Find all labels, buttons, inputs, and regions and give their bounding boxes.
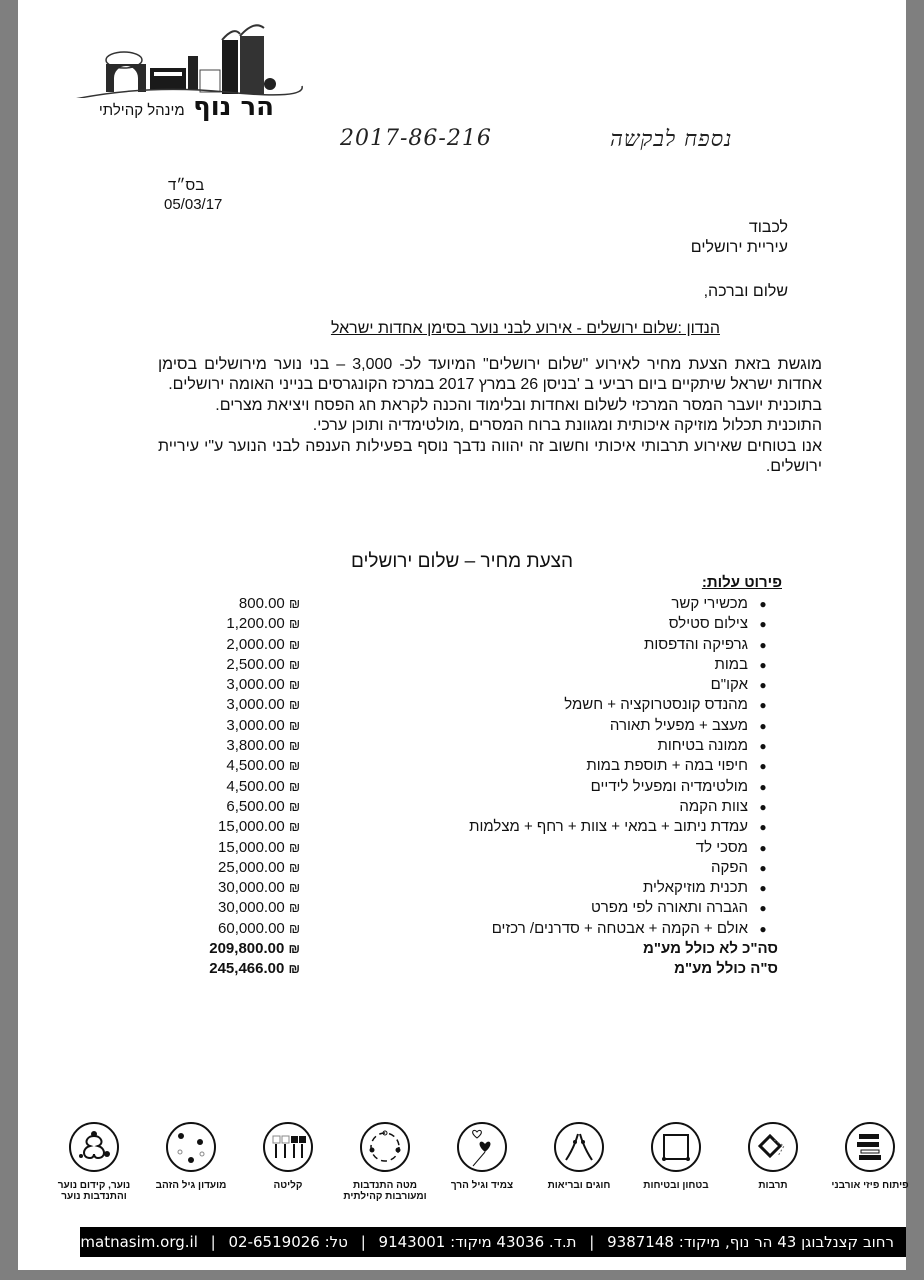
total-row-excl-vat [188,939,778,959]
body-paragraph: אנו בטוחים שאירוע תרבותי איכותי וחשוב זה יהווה נדבך נוסף בפעילות הענפה לבני הנוער ע"י עיריית ירושלים. [158,437,822,476]
cost-item-label: מהנדס קונסטרוקציה + חשמל [564,696,748,714]
quote-title: הצעת מחיר – שלום ירושלים [350,551,574,572]
logo-name-small: מינהל קהילתי [98,102,185,119]
handwritten-note: נספח לבקשה [610,127,733,152]
footer-icon-label: צמיד וגיל הרך [450,1180,514,1191]
cost-item-label: גרפיקה והדפסות [644,635,748,653]
cost-item-amount: 800.00 [238,595,285,612]
total-label: ס"ה כולל מע"מ [674,960,778,978]
cost-item-amount: 4,500.00 [226,777,285,795]
cost-row [188,614,778,634]
culture-icon [748,1122,798,1172]
bullet-icon: ● [759,820,767,835]
footer-icon-label: תרבות [758,1180,788,1191]
balloons-hearts-icon [457,1122,507,1172]
cost-item-amount: 3,000.00 [226,696,285,714]
cost-item-label: אקו"ם [710,676,748,694]
footer-icon-classes-health [533,1118,625,1191]
shekel-icon: ₪ [288,596,300,611]
shekel-icon: ₪ [288,900,300,916]
cost-row [188,756,778,776]
footer-icon-early-childhood [436,1118,528,1191]
cost-row [188,858,778,878]
shekel-icon: ₪ [288,758,300,774]
cost-item-label: מסכי לד [695,838,748,856]
footer-icons-row [46,1118,916,1208]
cost-item-amount: 6,500.00 [226,797,285,815]
cost-breakdown-heading: פירוט עלות: [701,574,782,591]
shekel-icon: ₪ [288,616,300,632]
footer-icon-label: חוגים ובריאות [547,1180,611,1191]
cost-item-amount: 15,000.00 [218,838,285,856]
shekel-icon: ₪ [288,961,300,977]
footer-icon-urban-development [824,1118,916,1191]
letter-body [158,355,822,477]
cost-item-label: ממונה בטיחות [657,737,748,755]
shekel-icon: ₪ [288,839,300,855]
cost-row [188,716,778,736]
cost-item-label: הגברה ותאורה לפי מפרט [591,899,748,917]
letter-date: 05/03/17 [164,196,223,213]
dancers-icon [554,1122,604,1172]
cost-item-label: צוות הקמה [679,797,748,815]
cost-item-label: צילום סטילס [668,615,748,633]
bullet-icon: ● [759,921,767,936]
footer-icon-label: נוער, קידום נוער והתנדבות נוער [57,1180,131,1202]
bullet-icon: ● [759,637,767,652]
footer-icon-label: קליטה [273,1180,303,1191]
bullet-icon: ● [759,840,767,855]
cost-row [188,919,778,939]
body-paragraph: מוגשת בזאת הצעת מחיר לאירוע "שלום ירושלים" המיועד לכ- 3,000 – בני נוער מירושלים בסימן אחדות ישראל שיתקיים ביום רביעי ב 'בניסן 26 במרץ 2017 במרכז הקונגרסים בנייני האומה ירושלים. [158,356,823,394]
security-square-icon [651,1122,701,1172]
cost-item-amount: 60,000.00 [218,919,285,937]
footer-icon-golden-age [145,1118,237,1191]
bullet-icon: ● [759,678,767,693]
cost-item-label: עמדת ניתוב + במאי + צוות + רחף + מצלמות [469,818,748,836]
bullet-icon: ● [759,759,767,774]
body-paragraph: התוכנית תכלול מוזיקה איכותית ומגוונת ברוח המסרים ,מולטימדיה ותוכן ערכי. [312,417,822,435]
total-label: סה"כ לא כולל מע"מ [642,940,778,958]
handwritten-reference-number: 2017-86-216 [340,126,492,151]
cost-item-amount: 2,000.00 [226,635,285,653]
circular-arrows-icon [360,1122,410,1172]
cost-item-amount: 4,500.00 [226,757,285,775]
shekel-icon: ₪ [288,738,300,754]
cost-item-amount: 3,800.00 [226,737,285,755]
footer-icon-volunteering [339,1118,431,1202]
bullet-icon: ● [759,860,767,875]
cost-item-amount: 3,000.00 [226,676,285,694]
cost-row [188,695,778,715]
cost-row [188,594,778,614]
logo-name-big: הר נוף [193,92,274,122]
footer-icon-youth [48,1118,140,1202]
shekel-icon: ₪ [288,697,300,713]
cost-item-label: מולטימדיה ומפעיל לידיים [590,777,748,795]
bullet-icon: ● [759,799,767,814]
footer-separator: | [360,1233,366,1251]
cost-item-amount: 3,000.00 [226,716,285,734]
cost-item-label: מעצב + מפעיל תאורה [609,716,748,734]
footer-icon-label: פיתוח פיזי אורבני [831,1180,909,1191]
logo-skyline-icon [66,18,306,98]
footer-contact-bar [16,1227,906,1257]
cost-row [188,817,778,837]
bullet-icon: ● [759,698,767,713]
cost-item-amount: 25,000.00 [218,858,285,876]
bullet-icon: ● [759,739,767,754]
shekel-icon: ₪ [288,636,300,652]
bullet-icon: ● [759,657,767,672]
document-page [16,0,909,1270]
cost-list [188,594,778,980]
footer-separator: | [589,1233,595,1251]
cost-item-label: תכנית מוזיקאלית [642,879,748,897]
cost-row [188,655,778,675]
body-paragraph: בתוכנית יועבר המסר המרכזי לשלום ואחדות ובלימוד והכנה לקראת חג הפסח ויציאת מצרים. [215,396,822,414]
bullet-icon: ● [759,901,767,916]
bullet-icon: ● [759,617,767,632]
total-row-incl-vat [188,959,778,979]
cost-item-label: הפקה [710,858,748,876]
cost-item-label: מכשירי קשר [671,595,748,612]
shekel-icon: ₪ [288,880,300,896]
footer-icon-culture [727,1118,819,1191]
addressee-line-1: לכבוד [748,219,788,236]
cost-item-label: חיפוי במה + תוספת במות [586,757,748,775]
total-amount: 209,800.00 [209,940,285,958]
bullet-icon: ● [759,779,767,794]
addressee-line-2: עיריית ירושלים [690,239,788,256]
footer-email[interactable]: harnof@matnasim.org.il [16,1233,198,1251]
shekel-icon: ₪ [288,941,300,957]
shekel-icon: ₪ [288,798,300,814]
bullet-icon: ● [759,597,767,611]
cost-item-amount: 15,000.00 [218,818,285,836]
footer-po-box: ת.ד. 43036 מיקוד: 9143001 [378,1233,577,1251]
shekel-icon: ₪ [288,656,300,672]
bullet-icon: ● [759,881,767,896]
cost-row [188,838,778,858]
cost-item-label: במות [714,655,748,673]
cost-row [188,878,778,898]
footer-icon-security [630,1118,722,1191]
shekel-icon: ₪ [288,859,300,875]
total-amount: 245,466.00 [209,960,285,978]
greeting: שלום וברכה, [703,283,788,300]
golden-age-circle-icon [166,1122,216,1172]
cost-item-amount: 30,000.00 [218,879,285,897]
shekel-icon: ₪ [288,778,300,794]
shekel-icon: ₪ [288,717,300,733]
footer-phone: טל: 02-6519026 [228,1233,348,1251]
shekel-icon: ₪ [288,677,300,693]
building-blocks-icon [845,1122,895,1172]
footer-icon-label: בטחון ובטיחות [643,1180,709,1191]
youth-knot-icon [69,1122,119,1172]
footer-icon-absorption [242,1118,334,1191]
cost-row [188,777,778,797]
cost-row [188,797,778,817]
shekel-icon: ₪ [288,819,300,835]
footer-icon-label: מטה התנדבות ומעורבות קהילתית [343,1180,427,1202]
shekel-icon: ₪ [288,920,300,936]
logo [66,18,306,130]
footer-icon-label: מועדון גיל הזהב [155,1180,227,1191]
logo-text [74,92,274,122]
cost-row [188,675,778,695]
cost-row [188,736,778,756]
cost-item-amount: 30,000.00 [218,899,285,917]
footer-separator: | [210,1233,216,1251]
bsd-header: בס״ד [168,177,205,194]
bullet-icon: ● [759,718,767,733]
cost-row [188,635,778,655]
people-signs-icon [263,1122,313,1172]
cost-item-label: אולם + הקמה + אבטחה + סדרנים/ רכזים [491,919,748,937]
cost-item-amount: 2,500.00 [226,655,285,673]
cost-item-amount: 1,200.00 [226,615,285,633]
cost-row [188,898,778,918]
subject-line: הנדון :שלום ירושלים - אירוע לבני נוער בסימן אחדות ישראל [330,320,720,337]
footer-address: רחוב קצנלבוגן 43 הר נוף, מיקוד: 9387148 [607,1233,894,1251]
